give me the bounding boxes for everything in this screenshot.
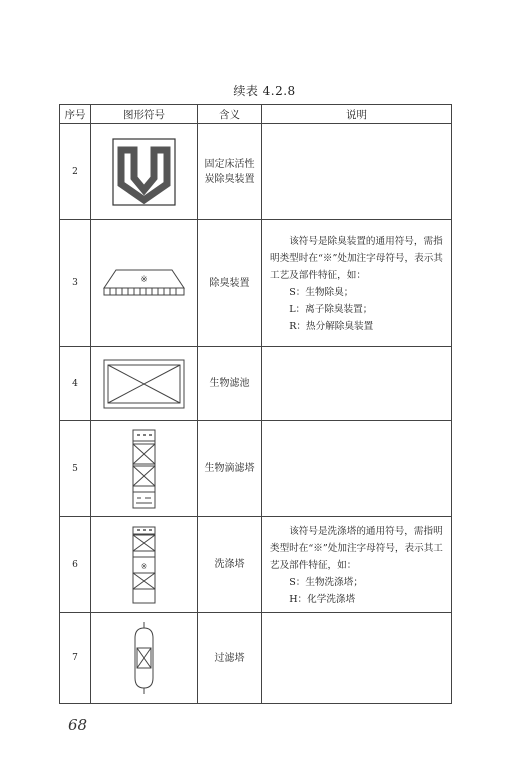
meaning-line: 固定床活性 [204, 158, 255, 170]
row-meaning: 洗涤塔 [198, 517, 262, 613]
description-item: R：热分解除臭装置 [289, 321, 374, 332]
biofilter-icon [103, 359, 185, 409]
header-index: 序号 [60, 105, 91, 124]
row-symbol [91, 220, 198, 347]
row-meaning: 除臭装置 [198, 220, 262, 347]
table-row [60, 220, 452, 347]
row-meaning: 生物滤池 [198, 347, 262, 421]
table-header-row [60, 105, 452, 124]
deodorizer-icon [102, 268, 186, 298]
symbol-table [59, 104, 452, 704]
row-description [262, 124, 452, 220]
scrubber-tower-icon [131, 525, 157, 605]
row-symbol [91, 124, 198, 220]
table-caption: 续表 4.2.8 [233, 84, 296, 98]
fixed-bed-carbon-deodorizer-icon [112, 138, 176, 206]
row-index: 5 [60, 421, 91, 517]
table-row [60, 347, 452, 421]
row-meaning: 过滤塔 [198, 613, 262, 704]
row-description [262, 613, 452, 704]
description-item: S：生物除臭； [289, 287, 354, 298]
row-description [262, 220, 452, 347]
row-symbol [91, 613, 198, 704]
bio-trickling-tower-icon [131, 428, 157, 510]
row-index: 2 [60, 124, 91, 220]
header-meaning: 含义 [198, 105, 262, 124]
table-row [60, 517, 452, 613]
table-row [60, 124, 452, 220]
row-index: 6 [60, 517, 91, 613]
row-description [262, 347, 452, 421]
row-index: 3 [60, 220, 91, 347]
page-number: 68 [68, 716, 88, 734]
row-symbol [91, 517, 198, 613]
row-index: 4 [60, 347, 91, 421]
table-row [60, 421, 452, 517]
description-lead: 该符号是除臭装置的通用符号，需指明类型时在“※”处加注字母符号，表示其工艺及部件特征，如： [270, 236, 443, 281]
row-description [262, 517, 452, 613]
meaning-line: 炭除臭装置 [204, 173, 255, 185]
table-row [60, 613, 452, 704]
description-item: H：化学洗涤塔 [289, 594, 356, 605]
filter-tower-icon [131, 622, 157, 694]
row-symbol [91, 421, 198, 517]
description-item: S：生物洗涤塔； [289, 577, 363, 588]
row-index: 7 [60, 613, 91, 704]
header-description: 说明 [262, 105, 452, 124]
row-symbol [91, 347, 198, 421]
svg-text:※: ※ [140, 561, 148, 571]
row-meaning [198, 124, 262, 220]
description-item: L：离子除臭装置； [289, 304, 373, 315]
row-meaning: 生物滴滤塔 [198, 421, 262, 517]
description-lead: 该符号是洗涤塔的通用符号，需指明类型时在“※”处加注字母符号，表示其工艺及部件特征，如： [270, 526, 443, 571]
header-symbol: 图形符号 [91, 105, 198, 124]
svg-text:※: ※ [140, 275, 148, 285]
row-description [262, 421, 452, 517]
